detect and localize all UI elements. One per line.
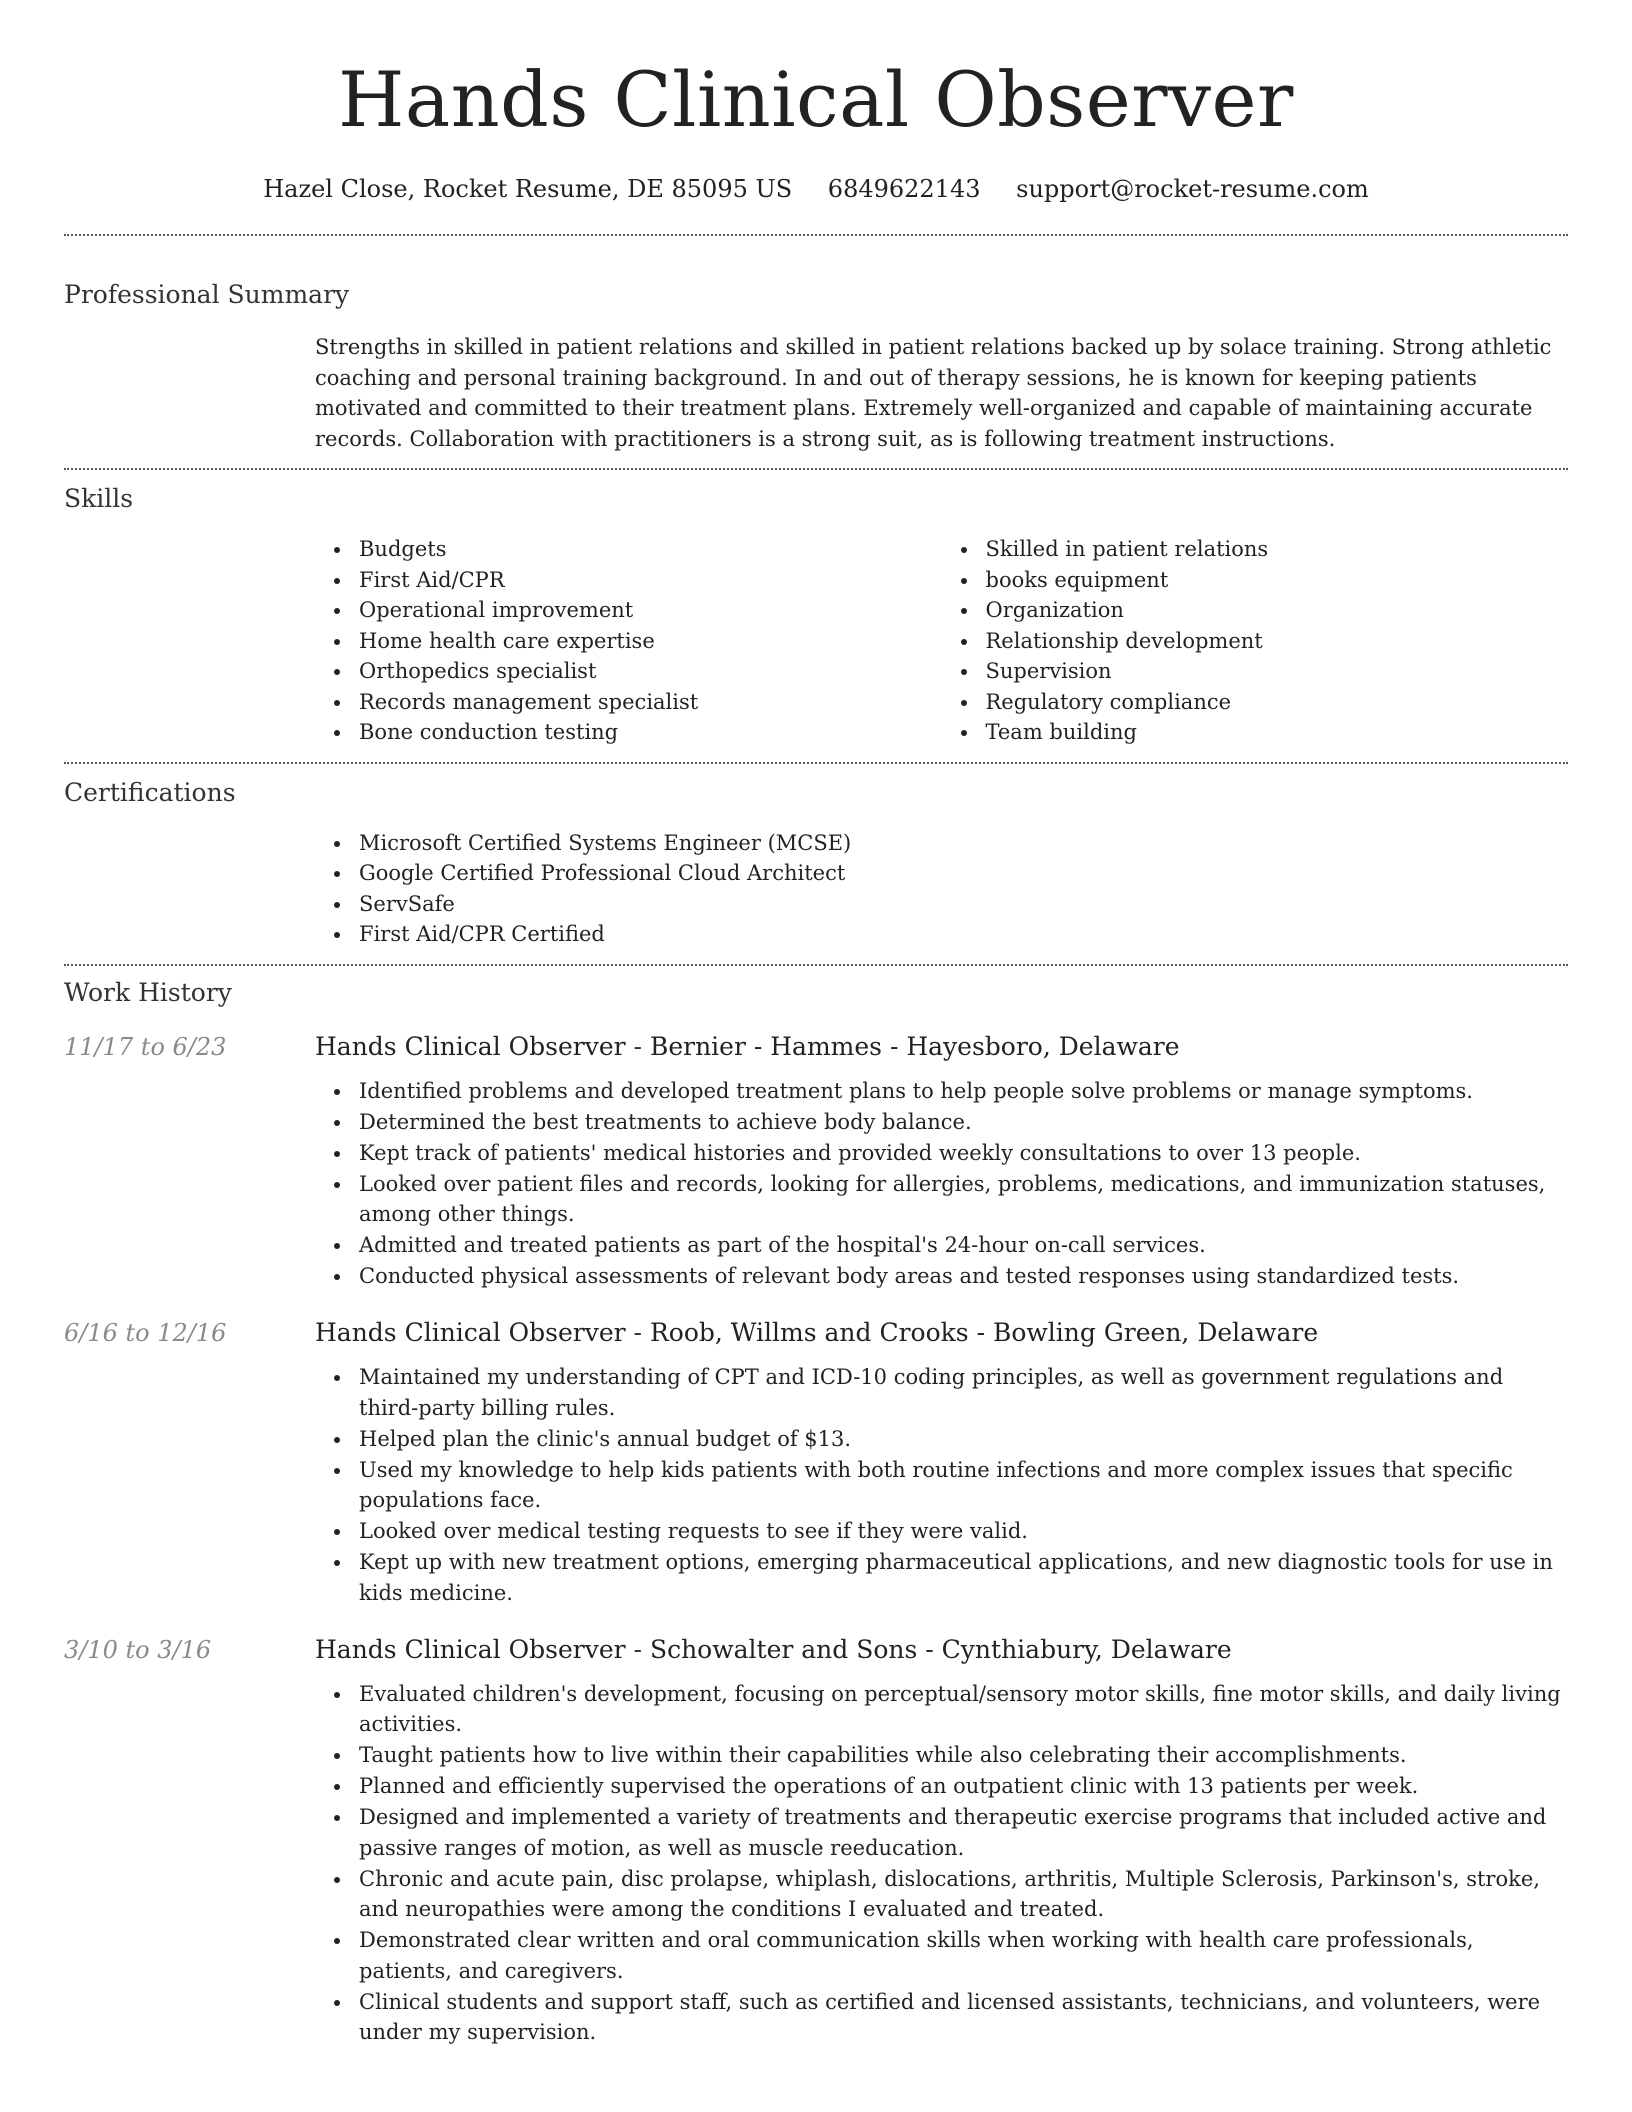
certifications-body: [315, 828, 1568, 964]
summary-title: Professional Summary: [64, 280, 350, 309]
certifications-title: Certifications: [64, 777, 236, 807]
work-history-title: Work History: [64, 977, 232, 1007]
job-entry: [64, 1030, 1568, 1293]
job-heading: [315, 1030, 1568, 1064]
summary-section: [64, 236, 1568, 468]
work-history-section: [64, 966, 1568, 2049]
certifications-section: [64, 764, 1568, 964]
job-bullet: Planned and efficiently supervised the operations of an outpatient clinic with 13 patients per week.: [359, 1771, 1568, 1802]
job-separator: -: [625, 1634, 650, 1664]
job-details: [315, 1030, 1568, 1293]
job-bullets: [315, 1679, 1568, 2048]
skill-item: Team building: [986, 717, 1569, 748]
job-bullet: Identified problems and developed treatment plans to help people solve problems or manage symptoms.: [359, 1076, 1568, 1107]
job-separator: -: [625, 1031, 650, 1061]
job-employer: Schowalter and Sons - Cynthiabury, Delaware: [649, 1634, 1232, 1664]
skill-item: Regulatory compliance: [986, 687, 1569, 718]
job-bullet: Clinical students and support staff, such as certified and licensed assistants, technicians, and volunteers, were under my supervision.: [359, 1987, 1568, 2048]
candidate-name: Hands Clinical Observer: [338, 55, 1294, 144]
job-bullet: Maintained my understanding of CPT and ICD-10 coding principles, as well as government regulations and third-party billing rules.: [359, 1362, 1568, 1423]
contact-email: support@rocket-resume.com: [1016, 175, 1369, 203]
skills-title: Skills: [64, 484, 134, 513]
job-separator: -: [625, 1318, 650, 1347]
skill-item: Home health care expertise: [359, 626, 942, 657]
certification-item: Microsoft Certified Systems Engineer (MCSE): [359, 828, 1568, 859]
skills-columns: [315, 534, 1568, 762]
skill-item: Bone conduction testing: [359, 717, 942, 748]
job-employer: Roob, Willms and Crooks - Bowling Green, Delaware: [649, 1318, 1319, 1347]
job-bullets: [315, 1076, 1568, 1292]
skill-item: books equipment: [986, 565, 1569, 596]
job-bullet: Designed and implemented a variety of treatments and therapeutic exercise programs that included active and passive ranges of motion, as well as muscle reeducation.: [359, 1802, 1568, 1863]
job-role: Hands Clinical Observer: [315, 1318, 626, 1347]
certification-item: ServSafe: [359, 889, 1568, 920]
job-bullet: Helped plan the clinic's annual budget of $13.: [359, 1424, 1568, 1455]
skills-list-right: [942, 534, 1569, 748]
skill-item: Records management specialist: [359, 687, 942, 718]
job-bullet: Looked over medical testing requests to see if they were valid.: [359, 1516, 1568, 1547]
job-dates: 11/17 to 6/23: [64, 1032, 227, 1061]
skill-item: Budgets: [359, 534, 942, 565]
jobs-container: [64, 1030, 1568, 2049]
job-bullet: Chronic and acute pain, disc prolapse, whiplash, dislocations, arthritis, Multiple Sclerosis, Parkinson's, stroke, and neuropathies were among the conditions I evaluated and treated.: [359, 1864, 1568, 1925]
job-bullet: Evaluated children's development, focusing on perceptual/sensory motor skills, fine motor skills, and daily living activities.: [359, 1679, 1568, 1740]
job-bullet: Demonstrated clear written and oral communication skills when working with health care professionals, patients, and caregivers.: [359, 1925, 1568, 1986]
skill-item: Relationship development: [986, 626, 1569, 657]
job-role: Hands Clinical Observer: [315, 1634, 626, 1664]
job-bullet: Determined the best treatments to achieve body balance.: [359, 1107, 1568, 1138]
job-dates: 6/16 to 12/16: [64, 1319, 227, 1347]
skill-item: Supervision: [986, 656, 1569, 687]
job-bullet: Kept track of patients' medical histories and provided weekly consultations to over 13 people.: [359, 1138, 1568, 1169]
certification-item: Google Certified Professional Cloud Architect: [359, 858, 1568, 889]
job-heading: [315, 1633, 1568, 1667]
job-entry: [64, 1633, 1568, 2049]
job-bullet: Kept up with new treatment options, emerging pharmaceutical applications, and new diagnostic tools for use in kids medicine.: [359, 1547, 1568, 1608]
job-dates: 3/10 to 3/16: [64, 1635, 212, 1664]
job-details: [315, 1316, 1568, 1609]
skill-item: Operational improvement: [359, 595, 942, 626]
job-bullet: Taught patients how to live within their capabilities while also celebrating their accomplishments.: [359, 1740, 1568, 1771]
job-entry: [64, 1316, 1568, 1609]
skill-item: Skilled in patient relations: [986, 534, 1569, 565]
skills-section: [64, 470, 1568, 762]
certifications-list: [315, 828, 1568, 950]
skill-item: Organization: [986, 595, 1569, 626]
job-role: Hands Clinical Observer: [315, 1031, 626, 1061]
job-bullet: Used my knowledge to help kids patients with both routine infections and more complex issues that specific populations face.: [359, 1455, 1568, 1516]
certification-item: First Aid/CPR Certified: [359, 919, 1568, 950]
job-bullet: Admitted and treated patients as part of the hospital's 24-hour on-call services.: [359, 1230, 1568, 1261]
job-bullet: Looked over patient files and records, looking for allergies, problems, medications, and immunization statuses, among other things.: [359, 1169, 1568, 1230]
job-details: [315, 1633, 1568, 2049]
skill-item: First Aid/CPR: [359, 565, 942, 596]
skills-list-left: [315, 534, 942, 748]
contact-address: Hazel Close, Rocket Resume, DE 85095 US: [263, 175, 793, 203]
job-employer: Bernier - Hammes - Hayesboro, Delaware: [649, 1031, 1180, 1061]
contact-line: [64, 172, 1568, 206]
job-heading: [315, 1316, 1568, 1350]
summary-text: Strengths in skilled in patient relations and skilled in patient relations backed up by solace training. Strong athletic coaching and personal training background. In and out of therapy sessions, he is known for keeping patients motivated and committed to their treatment plans. Extremely well-organized and capable of maintaining accurate records. Collaboration with practitioners is a strong suit, as is following treatment instructions.: [315, 335, 1552, 451]
job-bullet: Conducted physical assessments of relevant body areas and tested responses using standardized tests.: [359, 1261, 1568, 1292]
contact-phone: 6849622143: [827, 175, 981, 203]
skill-item: Orthopedics specialist: [359, 656, 942, 687]
job-bullets: [315, 1362, 1568, 1608]
